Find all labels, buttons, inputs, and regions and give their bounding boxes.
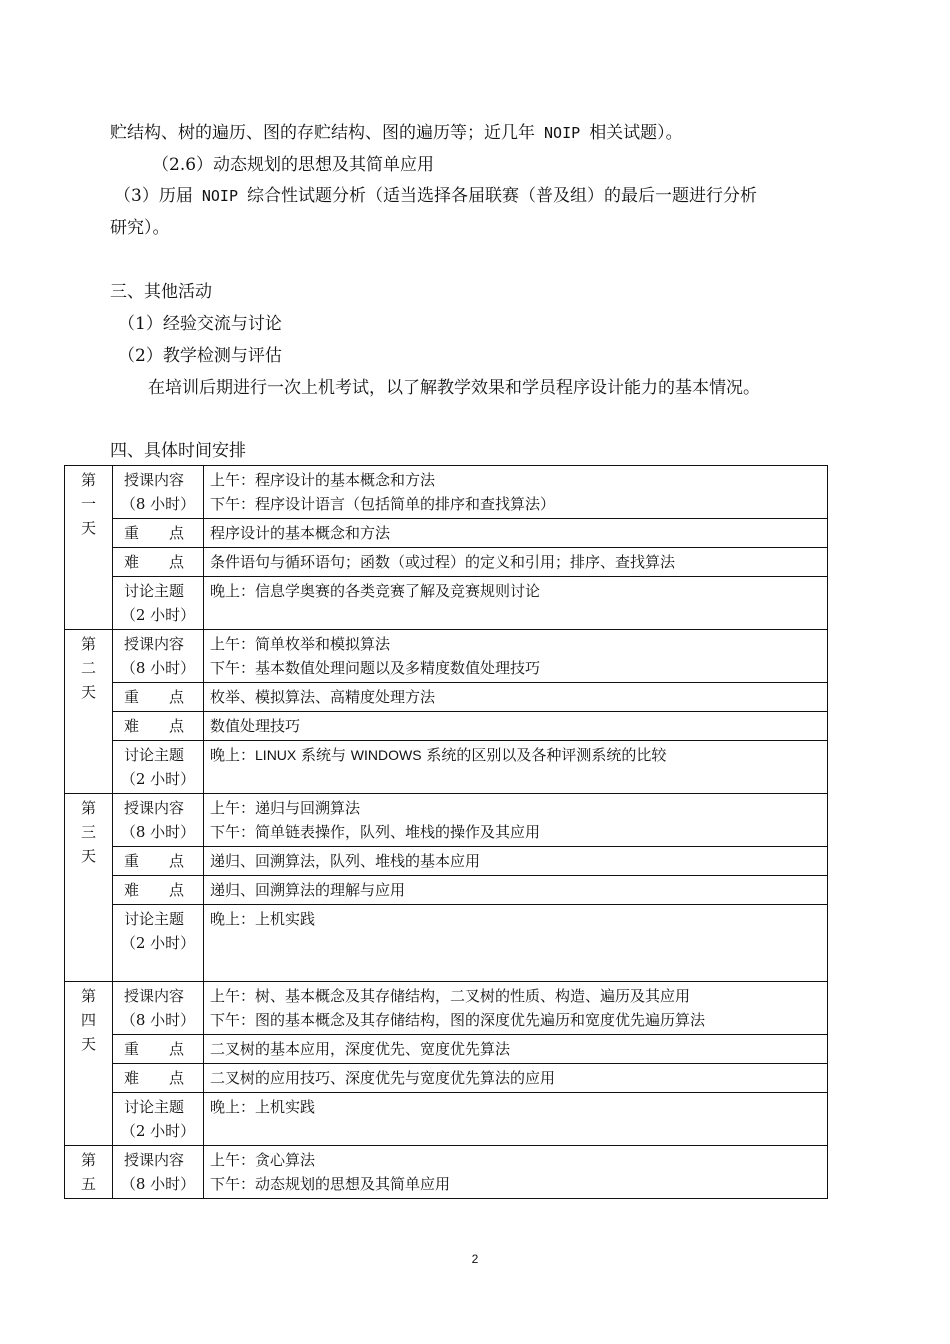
content-text: 上午：贪心算法 <box>210 1151 316 1169</box>
table-row <box>65 741 828 794</box>
code-run: NOIP <box>192 187 248 205</box>
content-cell: 二叉树的应用技巧、深度优先与宽度优先算法的应用 <box>204 1064 828 1093</box>
content-cell: 晚上：上机实践 <box>204 905 828 982</box>
label-text: （8 小时） <box>120 495 196 513</box>
label-cell <box>113 905 204 982</box>
code-run: NOIP <box>535 124 590 142</box>
content-cell: 递归、回溯算法的理解与应用 <box>204 876 828 905</box>
label-cell <box>113 876 204 905</box>
day-char: 二 <box>80 659 96 677</box>
label-cell <box>113 577 204 630</box>
table-row <box>65 1064 828 1093</box>
label-cell <box>113 466 204 519</box>
label-cell <box>113 1093 204 1146</box>
label-cell <box>113 1146 204 1199</box>
label-text: 难 点 <box>124 553 185 571</box>
label-text: （2 小时） <box>120 770 196 788</box>
table-row <box>65 548 828 577</box>
label-text: （8 小时） <box>120 659 196 677</box>
paragraph-line-2: （2.6）动态规划的思想及其简单应用 <box>152 155 435 175</box>
text-run: 综合性试题分析（适当选择各届联赛（普及组）的最后一题进行分析 <box>247 186 758 206</box>
day-char: 四 <box>80 1011 96 1029</box>
label-text: 授课内容 <box>124 635 185 653</box>
content-text: 晚上： <box>210 746 256 764</box>
label-text: （8 小时） <box>120 823 196 841</box>
paragraph-line-3 <box>114 186 757 206</box>
label-text: 讨论主题 <box>124 746 185 764</box>
section-3-item-2: （2）教学检测与评估 <box>118 346 282 366</box>
day-cell <box>65 982 113 1146</box>
schedule-table <box>64 465 828 1199</box>
label-text: 授课内容 <box>124 987 185 1005</box>
label-cell <box>113 548 204 577</box>
label-text: 重 点 <box>124 852 185 870</box>
content-text: 上午：简单枚举和模拟算法 <box>210 635 391 653</box>
content-cell: 递归、回溯算法，队列、堆栈的基本应用 <box>204 847 828 876</box>
paragraph-line-4: 研究）。 <box>110 218 170 238</box>
label-text: 难 点 <box>124 881 185 899</box>
day-char: 天 <box>80 847 96 865</box>
day-char: 第 <box>80 1151 96 1169</box>
table-row <box>65 630 828 683</box>
content-text: 下午：基本数值处理问题以及多精度数值处理技巧 <box>210 659 541 677</box>
label-text: （2 小时） <box>120 934 196 952</box>
paragraph-line-1 <box>110 123 683 143</box>
content-cell <box>204 1146 828 1199</box>
label-cell <box>113 519 204 548</box>
section-3-text: 在培训后期进行一次上机考试，以了解教学效果和学员程序设计能力的基本情况。 <box>148 378 760 398</box>
label-cell <box>113 630 204 683</box>
label-text: 讨论主题 <box>124 1098 185 1116</box>
section-4-title: 四、具体时间安排 <box>110 441 246 461</box>
label-text: 重 点 <box>124 1040 185 1058</box>
content-text: WINDOWS <box>350 747 422 763</box>
table-row <box>65 982 828 1035</box>
day-cell <box>65 1146 113 1199</box>
content-text: 上午：树、基本概念及其存储结构，二叉树的性质、构造、遍历及其应用 <box>210 987 691 1005</box>
content-text: 下午：简单链表操作，队列、堆栈的操作及其应用 <box>210 823 541 841</box>
label-cell <box>113 712 204 741</box>
label-cell <box>113 1035 204 1064</box>
content-text: 下午：图的基本概念及其存储结构，图的深度优先遍历和宽度优先遍历算法 <box>210 1011 706 1029</box>
content-cell: 数值处理技巧 <box>204 712 828 741</box>
label-cell <box>113 847 204 876</box>
table-row <box>65 577 828 630</box>
label-cell <box>113 1064 204 1093</box>
label-text: 讨论主题 <box>124 910 185 928</box>
content-text: 上午：程序设计的基本概念和方法 <box>210 471 436 489</box>
text-run: 贮结构、树的遍历、图的存贮结构、图的遍历等；近几年 <box>110 123 535 143</box>
content-cell <box>204 794 828 847</box>
content-cell: 枚举、模拟算法、高精度处理方法 <box>204 683 828 712</box>
label-text: 难 点 <box>124 1069 185 1087</box>
table-row <box>65 466 828 519</box>
section-3-item-1: （1）经验交流与讨论 <box>118 314 282 334</box>
section-3-title: 三、其他活动 <box>110 282 212 302</box>
day-char: 天 <box>80 519 96 537</box>
content-text: 上午：递归与回溯算法 <box>210 799 361 817</box>
day-cell <box>65 630 113 794</box>
label-text: 授课内容 <box>124 471 185 489</box>
day-char: 天 <box>80 1035 96 1053</box>
table-row <box>65 794 828 847</box>
content-cell <box>204 741 828 794</box>
content-text: 系统与 <box>296 746 351 764</box>
day-char: 第 <box>80 471 96 489</box>
table-row <box>65 712 828 741</box>
content-text: 下午：动态规划的思想及其简单应用 <box>210 1175 451 1193</box>
day-char: 天 <box>80 683 96 701</box>
label-cell <box>113 794 204 847</box>
label-text: 授课内容 <box>124 799 185 817</box>
content-cell: 条件语句与循环语句；函数（或过程）的定义和引用；排序、查找算法 <box>204 548 828 577</box>
day-char: 第 <box>80 799 96 817</box>
text-run: 相关试题）。 <box>589 123 683 143</box>
label-text: （8 小时） <box>120 1175 196 1193</box>
label-text: 讨论主题 <box>124 582 185 600</box>
label-text: 重 点 <box>124 524 185 542</box>
label-cell <box>113 982 204 1035</box>
label-text: 重 点 <box>124 688 185 706</box>
content-cell: 二叉树的基本应用，深度优先、宽度优先算法 <box>204 1035 828 1064</box>
day-cell <box>65 794 113 982</box>
content-cell: 晚上：上机实践 <box>204 1093 828 1146</box>
text-run: （3）历届 <box>114 186 193 206</box>
day-char: 第 <box>80 987 96 1005</box>
day-char: 五 <box>80 1175 96 1193</box>
label-cell <box>113 741 204 794</box>
table-row <box>65 905 828 982</box>
page-number: 2 <box>471 1252 479 1266</box>
table-row <box>65 1146 828 1199</box>
content-text: 系统的区别以及各种评测系统的比较 <box>421 746 667 764</box>
label-text: （2 小时） <box>120 1122 196 1140</box>
table-row <box>65 1035 828 1064</box>
content-text: 下午：程序设计语言（包括简单的排序和查找算法） <box>210 495 556 513</box>
day-cell <box>65 466 113 630</box>
label-text: （8 小时） <box>120 1011 196 1029</box>
table-row <box>65 519 828 548</box>
table-row <box>65 683 828 712</box>
label-text: （2 小时） <box>120 606 196 624</box>
day-char: 第 <box>80 635 96 653</box>
label-cell <box>113 683 204 712</box>
content-cell <box>204 630 828 683</box>
day-char: 三 <box>80 823 96 841</box>
content-cell: 晚上：信息学奥赛的各类竞赛了解及竞赛规则讨论 <box>204 577 828 630</box>
content-cell <box>204 982 828 1035</box>
content-cell: 程序设计的基本概念和方法 <box>204 519 828 548</box>
table-row <box>65 876 828 905</box>
content-text: LINUX <box>255 747 297 763</box>
table-row <box>65 1093 828 1146</box>
label-text: 授课内容 <box>124 1151 185 1169</box>
content-cell <box>204 466 828 519</box>
day-char: 一 <box>80 495 96 513</box>
table-row <box>65 847 828 876</box>
label-text: 难 点 <box>124 717 185 735</box>
